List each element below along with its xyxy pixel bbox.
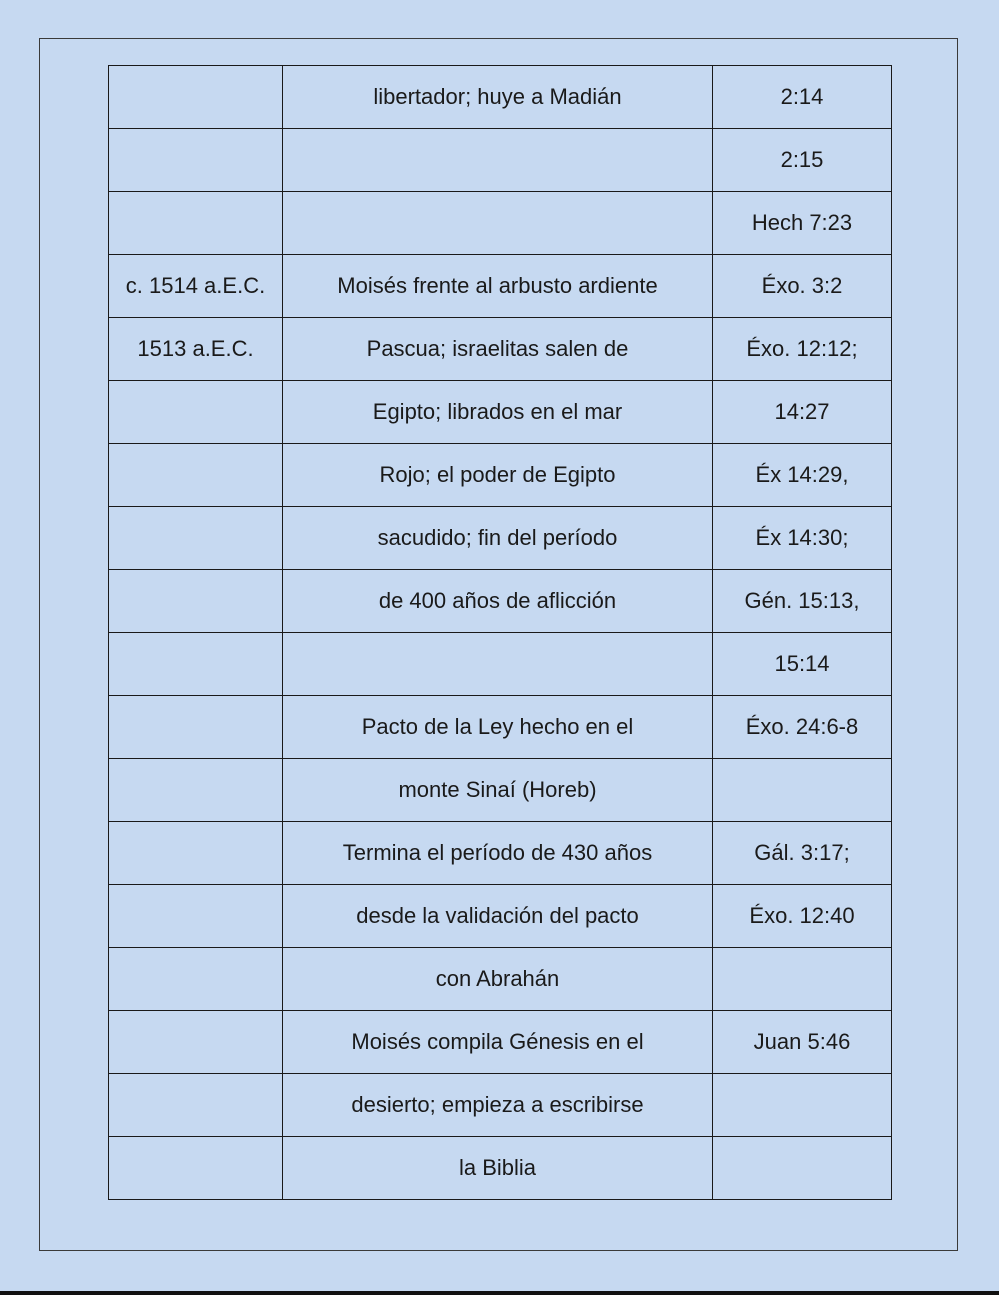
reference-cell: Gál. 3:17; xyxy=(713,822,892,885)
event-cell: desde la validación del pacto xyxy=(283,885,713,948)
event-cell: monte Sinaí (Horeb) xyxy=(283,759,713,822)
event-cell: de 400 años de aflicción xyxy=(283,570,713,633)
event-cell: sacudido; fin del período xyxy=(283,507,713,570)
date-cell xyxy=(109,633,283,696)
bottom-edge xyxy=(0,1291,999,1295)
reference-cell: Éx 14:30; xyxy=(713,507,892,570)
date-cell xyxy=(109,129,283,192)
event-cell xyxy=(283,633,713,696)
table-row xyxy=(109,696,892,759)
timeline-table xyxy=(108,65,892,1200)
date-cell xyxy=(109,1011,283,1074)
table-row xyxy=(109,66,892,129)
table-row xyxy=(109,444,892,507)
reference-cell: Éx 14:29, xyxy=(713,444,892,507)
event-cell: libertador; huye a Madián xyxy=(283,66,713,129)
table-row xyxy=(109,129,892,192)
date-cell xyxy=(109,885,283,948)
reference-cell: 15:14 xyxy=(713,633,892,696)
date-cell xyxy=(109,948,283,1011)
date-cell xyxy=(109,822,283,885)
date-cell xyxy=(109,570,283,633)
date-cell xyxy=(109,444,283,507)
table-row xyxy=(109,633,892,696)
reference-cell xyxy=(713,1074,892,1137)
reference-cell: 2:14 xyxy=(713,66,892,129)
table-row xyxy=(109,822,892,885)
date-cell xyxy=(109,1074,283,1137)
event-cell: Termina el período de 430 años xyxy=(283,822,713,885)
reference-cell xyxy=(713,1137,892,1200)
date-cell xyxy=(109,192,283,255)
event-cell: desierto; empieza a escribirse xyxy=(283,1074,713,1137)
table-row xyxy=(109,255,892,318)
table-row xyxy=(109,381,892,444)
reference-cell: 2:15 xyxy=(713,129,892,192)
table-row xyxy=(109,507,892,570)
table-row xyxy=(109,1137,892,1200)
reference-cell: 14:27 xyxy=(713,381,892,444)
reference-cell: Hech 7:23 xyxy=(713,192,892,255)
reference-cell: Éxo. 24:6-8 xyxy=(713,696,892,759)
table-row xyxy=(109,1074,892,1137)
reference-cell: Éxo. 12:40 xyxy=(713,885,892,948)
date-cell xyxy=(109,1137,283,1200)
table-row xyxy=(109,759,892,822)
date-cell xyxy=(109,66,283,129)
event-cell: con Abrahán xyxy=(283,948,713,1011)
event-cell xyxy=(283,192,713,255)
reference-cell: Juan 5:46 xyxy=(713,1011,892,1074)
event-cell: Pascua; israelitas salen de xyxy=(283,318,713,381)
event-cell: Rojo; el poder de Egipto xyxy=(283,444,713,507)
event-cell xyxy=(283,129,713,192)
reference-cell xyxy=(713,948,892,1011)
reference-cell: Éxo. 3:2 xyxy=(713,255,892,318)
event-cell: Moisés frente al arbusto ardiente xyxy=(283,255,713,318)
date-cell xyxy=(109,696,283,759)
reference-cell: Gén. 15:13, xyxy=(713,570,892,633)
table-row xyxy=(109,1011,892,1074)
event-cell: Egipto; librados en el mar xyxy=(283,381,713,444)
reference-cell xyxy=(713,759,892,822)
table-row xyxy=(109,192,892,255)
date-cell xyxy=(109,759,283,822)
event-cell: la Biblia xyxy=(283,1137,713,1200)
table-row xyxy=(109,318,892,381)
date-cell: 1513 a.E.C. xyxy=(109,318,283,381)
date-cell xyxy=(109,507,283,570)
date-cell: c. 1514 a.E.C. xyxy=(109,255,283,318)
event-cell: Moisés compila Génesis en el xyxy=(283,1011,713,1074)
date-cell xyxy=(109,381,283,444)
table-row xyxy=(109,948,892,1011)
reference-cell: Éxo. 12:12; xyxy=(713,318,892,381)
table-row xyxy=(109,885,892,948)
event-cell: Pacto de la Ley hecho en el xyxy=(283,696,713,759)
table-row xyxy=(109,570,892,633)
